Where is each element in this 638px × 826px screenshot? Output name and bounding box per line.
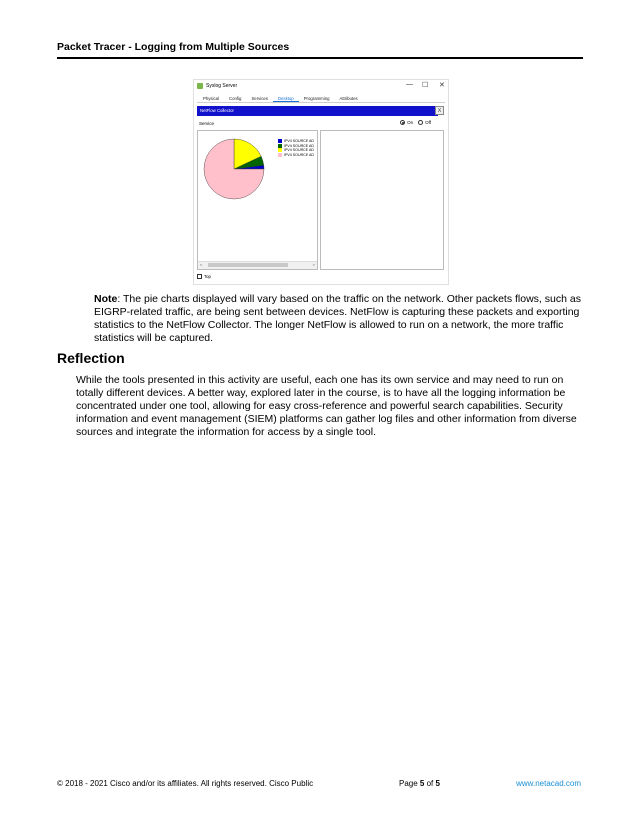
page-header-title: Packet Tracer - Logging from Multiple Sources	[57, 41, 290, 53]
syslog-server-window	[193, 79, 449, 285]
note-paragraph	[94, 293, 586, 345]
legend-label: IPV4 SOURCE AD	[284, 148, 314, 153]
minimize-icon[interactable]: —	[406, 81, 413, 88]
page-total: 5	[435, 779, 440, 788]
legend-label: IPV4 SOURCE AD	[284, 152, 314, 157]
scroll-right-icon[interactable]: >	[312, 262, 315, 267]
page-current: 5	[419, 779, 425, 788]
legend-swatch	[278, 148, 282, 152]
legend-swatch	[278, 139, 282, 143]
service-row	[197, 119, 445, 128]
scroll-thumb[interactable]	[208, 263, 288, 267]
maximize-icon[interactable]: ☐	[422, 82, 429, 89]
netflow-collector-titlebar	[197, 106, 442, 116]
tab-attributes[interactable]: Attributes	[339, 96, 358, 101]
legend-label: IPV4 SOURCE AD	[284, 143, 314, 148]
top-checkbox[interactable]	[197, 274, 202, 279]
legend-swatch	[278, 153, 282, 157]
app-icon	[197, 83, 203, 89]
note-text: : The pie charts displayed will vary based on the traffic on the network. Other packets flows, such as EIGRP-related traffic, are being sent between devices. NetFlow is capturing these packets and exporting statistics to the NetFlow Collector. The longer NetFlow is allowed to run on a network, the more traffic statistics will be captured.	[94, 293, 581, 344]
window-title: Syslog Server	[206, 83, 238, 89]
scroll-left-icon[interactable]: <	[200, 262, 203, 267]
service-options	[400, 120, 431, 125]
service-label: Service	[199, 121, 215, 126]
top-row	[197, 274, 211, 279]
panel-title: NetFlow Collector	[200, 108, 234, 113]
footer-site-link[interactable]: www.netacad.com	[516, 779, 581, 788]
service-on-label: On	[407, 120, 414, 125]
panel-close-button[interactable]: X	[435, 106, 444, 115]
details-pane	[320, 130, 444, 270]
horizontal-scrollbar[interactable]	[198, 261, 317, 269]
service-off-label: Off	[425, 120, 431, 125]
note-label: Note	[94, 293, 118, 305]
tab-config[interactable]: Config	[229, 96, 242, 101]
chart-pane	[197, 130, 318, 270]
service-on-radio[interactable]	[400, 120, 405, 125]
reflection-heading: Reflection	[57, 350, 125, 366]
reflection-paragraph: While the tools presented in this activity are useful, each one has its own service and may need to run on totally different devices. A better way, explored later in the course, is to have all the logging information be concentrated under one tool, allowing for easy cross-reference and powerful search capabilities. Security information and event management (SIEM) platforms can gather log files and other information from diverse sources and integrate the information for access by a single tool.	[76, 374, 577, 438]
tab-desktop[interactable]: Desktop	[273, 96, 299, 102]
footer-copyright: © 2018 - 2021 Cisco and/or its affiliates. All rights reserved. Cisco Public	[57, 779, 314, 788]
footer-page-number	[399, 779, 440, 788]
header-divider	[57, 57, 583, 59]
top-checkbox-label: Top	[204, 274, 211, 279]
window-titlebar	[197, 83, 237, 89]
page-of: of	[424, 779, 436, 788]
tab-programming[interactable]: Programming	[303, 96, 330, 101]
tab-services[interactable]: Services	[251, 96, 268, 101]
legend-label: IPV4 SOURCE AD	[284, 139, 314, 143]
page-prefix: Page	[399, 779, 420, 788]
legend-item	[278, 153, 314, 158]
legend-swatch	[278, 144, 282, 148]
close-icon[interactable]: ✕	[439, 82, 445, 89]
tab-physical[interactable]: Physical	[203, 96, 220, 101]
chart-legend	[278, 139, 314, 157]
service-off-radio[interactable]	[418, 120, 423, 125]
tab-divider	[197, 102, 445, 103]
